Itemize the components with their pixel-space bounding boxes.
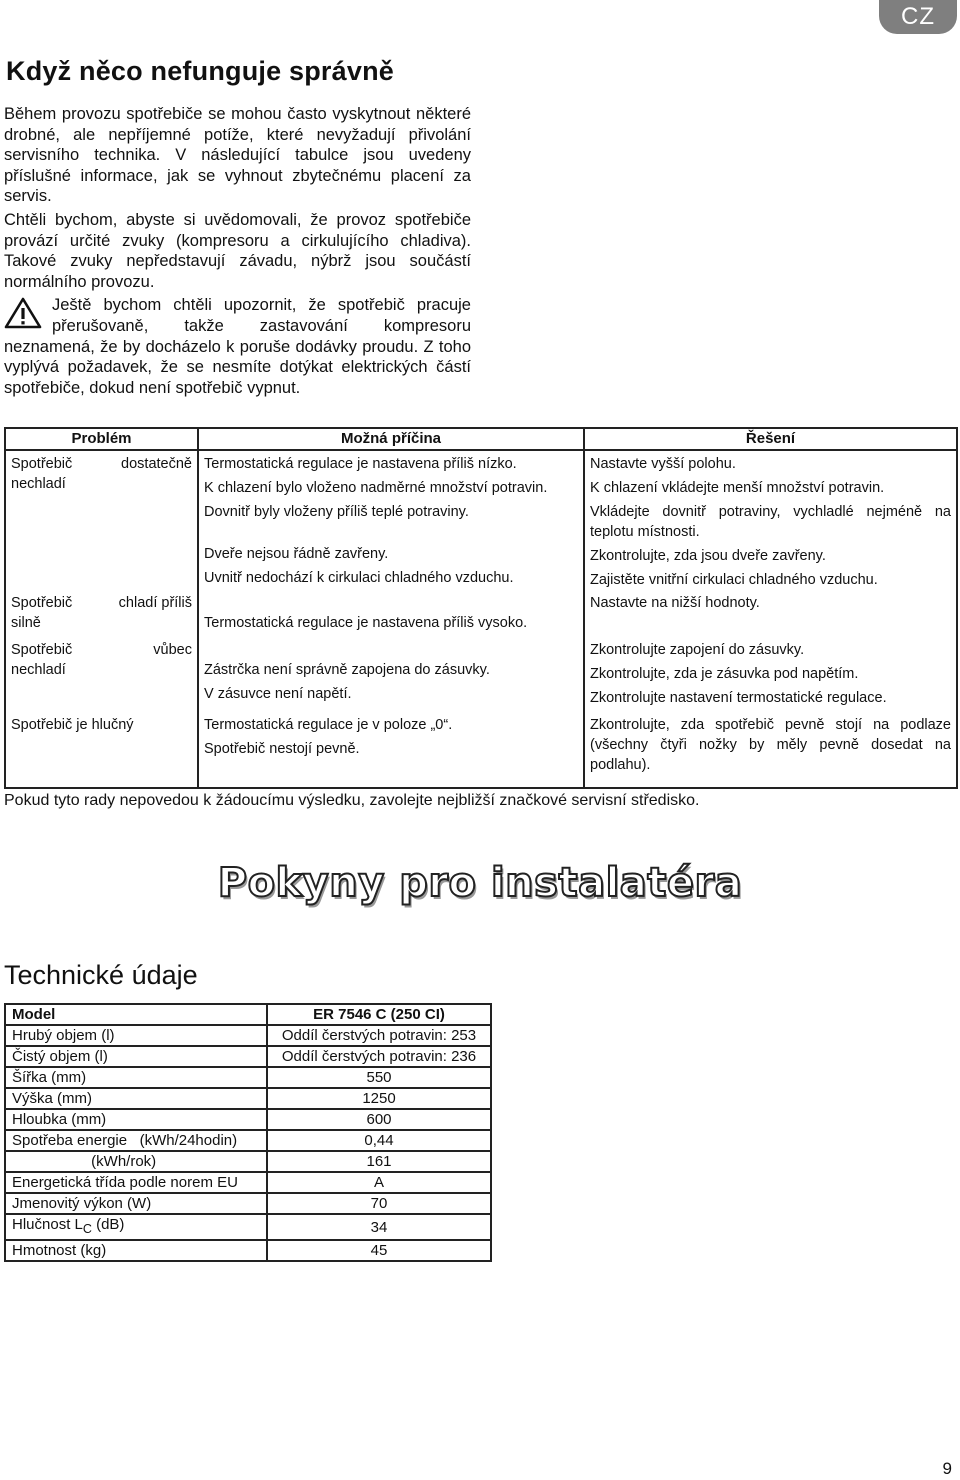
- spec-value: 34: [267, 1214, 491, 1240]
- table-header-row: [5, 428, 957, 450]
- problem-text: Spotřebič: [11, 642, 73, 658]
- solution-item: Zkontrolujte, zda spotřebič pevně stojí na podlaze (všechny čtyři nožky by měly pevně dosedat na podlahu).: [590, 717, 951, 773]
- solution-item: Nastavte na nižší hodnoty.: [590, 595, 760, 611]
- spec-label: Hrubý objem (l): [5, 1025, 267, 1046]
- spec-label: (kWh/rok): [5, 1151, 267, 1172]
- solution-cell: [584, 712, 957, 788]
- cause-cell: [198, 637, 584, 712]
- cause-item: Zástrčka není správně zapojena do zásuvky.: [204, 662, 490, 678]
- cause-item: V zásuvce není napětí.: [204, 686, 352, 702]
- spec-label: Jmenovitý výkon (W): [5, 1193, 267, 1214]
- problem-text: Spotřebič: [11, 456, 73, 472]
- spec-row: [5, 1046, 491, 1067]
- warning-icon: [4, 297, 46, 329]
- problem-text: dostatečně: [121, 456, 192, 472]
- spec-label-main: Hlučnost L: [12, 1216, 83, 1233]
- spec-label: [5, 1214, 267, 1240]
- table-row: [5, 450, 957, 590]
- cause-item: Termostatická regulace je nastavena příliš nízko.: [204, 456, 517, 472]
- cause-item: K chlazení bylo vloženo nadměrné množství potravin.: [204, 480, 548, 496]
- spec-label: Čistý objem (l): [5, 1046, 267, 1067]
- cause-item: Termostatická regulace je nastavena příliš vysoko.: [204, 615, 528, 631]
- intro-text: [4, 104, 471, 401]
- problem-text: nechladí: [11, 662, 66, 678]
- problem-cell: [5, 712, 198, 788]
- problem-cell: [5, 590, 198, 637]
- cause-item: Uvnitř nedochází k cirkulaci chladného vzduchu.: [204, 570, 514, 586]
- problem-text: nechladí: [11, 476, 66, 492]
- language-badge: CZ: [879, 0, 957, 34]
- spec-value: A: [267, 1172, 491, 1193]
- spec-row: [5, 1025, 491, 1046]
- problem-text: Spotřebič je hlučný: [11, 717, 134, 733]
- spec-label-subscript: C: [82, 1222, 92, 1236]
- column-header-problem: Problém: [5, 428, 198, 450]
- section-heading: Když něco nefunguje správně: [6, 56, 394, 86]
- table-row: [5, 637, 957, 712]
- spec-value: 600: [267, 1109, 491, 1130]
- spec-row: [5, 1172, 491, 1193]
- spec-label: Spotřeba energie (kWh/24hodin): [5, 1130, 267, 1151]
- spec-value: ER 7546 C (250 CI): [267, 1004, 491, 1025]
- specs-table: [4, 1003, 492, 1262]
- intro-paragraph-3: [4, 295, 471, 398]
- footer-note: Pokud tyto rady nepovedou k žádoucímu výsledku, zavolejte nejbližší značkové servisní středisko.: [4, 792, 700, 809]
- solution-item: Zkontrolujte, zda je zásuvka pod napětím.: [590, 666, 859, 682]
- solution-item: Zajistěte vnitřní cirkulaci chladného vzduchu.: [590, 572, 878, 588]
- solution-cell: [584, 637, 957, 712]
- spec-value: 1250: [267, 1088, 491, 1109]
- cause-item: Termostatická regulace je v poloze „0“.: [204, 717, 453, 733]
- spec-label: Výška (mm): [5, 1088, 267, 1109]
- page-number: 9: [942, 1459, 952, 1478]
- column-header-solution: Řešení: [584, 428, 957, 450]
- spec-value: 550: [267, 1067, 491, 1088]
- troubleshooting-table: [4, 427, 958, 789]
- spec-value: 70: [267, 1193, 491, 1214]
- intro-paragraph-2: Chtěli bychom, abyste si uvědomovali, že provoz spotřebiče provází určité zvuky (kompresoru a cirkulujícího chladiva). Takové zvuky nepředstavují závadu, nýbrž jsou součástí normálního provozu.: [4, 210, 471, 291]
- install-heading: Pokyny pro instalatéra: [217, 860, 743, 906]
- tech-heading: Technické údaje: [4, 960, 198, 990]
- spec-label-tail: (dB): [91, 1216, 125, 1233]
- column-header-cause: Možná příčina: [198, 428, 584, 450]
- cause-item: Spotřebič nestojí pevně.: [204, 741, 360, 757]
- table-row: [5, 590, 957, 637]
- spec-row: [5, 1240, 491, 1261]
- solution-cell: [584, 590, 957, 637]
- spec-label: Hloubka (mm): [5, 1109, 267, 1130]
- solution-item: Zkontrolujte zapojení do zásuvky.: [590, 642, 805, 658]
- problem-text: vůbec: [153, 642, 192, 658]
- spec-label: Šířka (mm): [5, 1067, 267, 1088]
- solution-item: Zkontrolujte, zda jsou dveře zavřeny.: [590, 548, 826, 564]
- spec-row: [5, 1151, 491, 1172]
- warning-text: Ještě bychom chtěli upozornit, že spotřebič pracuje přerušovaně, takže zastavování kompresoru neznamená, že by docházelo k poruše dodávky proudu. Z toho vyplývá požadavek, že se nesmíte dotýkat elektrických částí spotřebiče, dokud není spotřebič vypnut.: [4, 296, 471, 397]
- spec-value: Oddíl čerstvých potravin: 253: [267, 1025, 491, 1046]
- problem-text: silně: [11, 615, 41, 631]
- specs-header-row: [5, 1004, 491, 1025]
- spec-row: [5, 1067, 491, 1088]
- spec-row: [5, 1214, 491, 1240]
- solution-item: Zkontrolujte nastavení termostatické regulace.: [590, 690, 887, 706]
- cause-cell: [198, 712, 584, 788]
- spec-row: [5, 1130, 491, 1151]
- solution-item: Vkládejte dovnitř potraviny, vychladlé nejméně na teplotu místnosti.: [590, 504, 951, 540]
- spec-label: Hmotnost (kg): [5, 1240, 267, 1261]
- cause-spacer: [204, 526, 578, 540]
- cause-item: Dovnitř byly vloženy příliš teplé potraviny.: [204, 504, 469, 520]
- table-row: [5, 712, 957, 788]
- problem-text: chladí příliš: [118, 595, 192, 611]
- solution-item: K chlazení vkládejte menší množství potravin.: [590, 480, 885, 496]
- spec-value: 161: [267, 1151, 491, 1172]
- problem-cell: [5, 637, 198, 712]
- spec-label: Model: [5, 1004, 267, 1025]
- cause-item: Dveře nejsou řádně zavřeny.: [204, 546, 389, 562]
- spec-value: 0,44: [267, 1130, 491, 1151]
- spec-row: [5, 1088, 491, 1109]
- spec-row: [5, 1193, 491, 1214]
- cause-cell: [198, 450, 584, 590]
- spec-value: 45: [267, 1240, 491, 1261]
- solution-item: Nastavte vyšší polohu.: [590, 456, 736, 472]
- spec-row: [5, 1109, 491, 1130]
- problem-cell: [5, 450, 198, 590]
- spec-value: Oddíl čerstvých potravin: 236: [267, 1046, 491, 1067]
- intro-paragraph-1: Během provozu spotřebiče se mohou často vyskytnout některé drobné, ale nepříjemné potíže, které nevyžadují přivolání servisního technika. V následující tabulce jsou uvedeny příslušné informace, jak se vyhnout zbytečnému placení za servis.: [4, 105, 471, 206]
- solution-cell: [584, 450, 957, 590]
- cause-cell: [198, 590, 584, 637]
- spec-label: Energetická třída podle norem EU: [5, 1172, 267, 1193]
- problem-text: Spotřebič: [11, 595, 73, 611]
